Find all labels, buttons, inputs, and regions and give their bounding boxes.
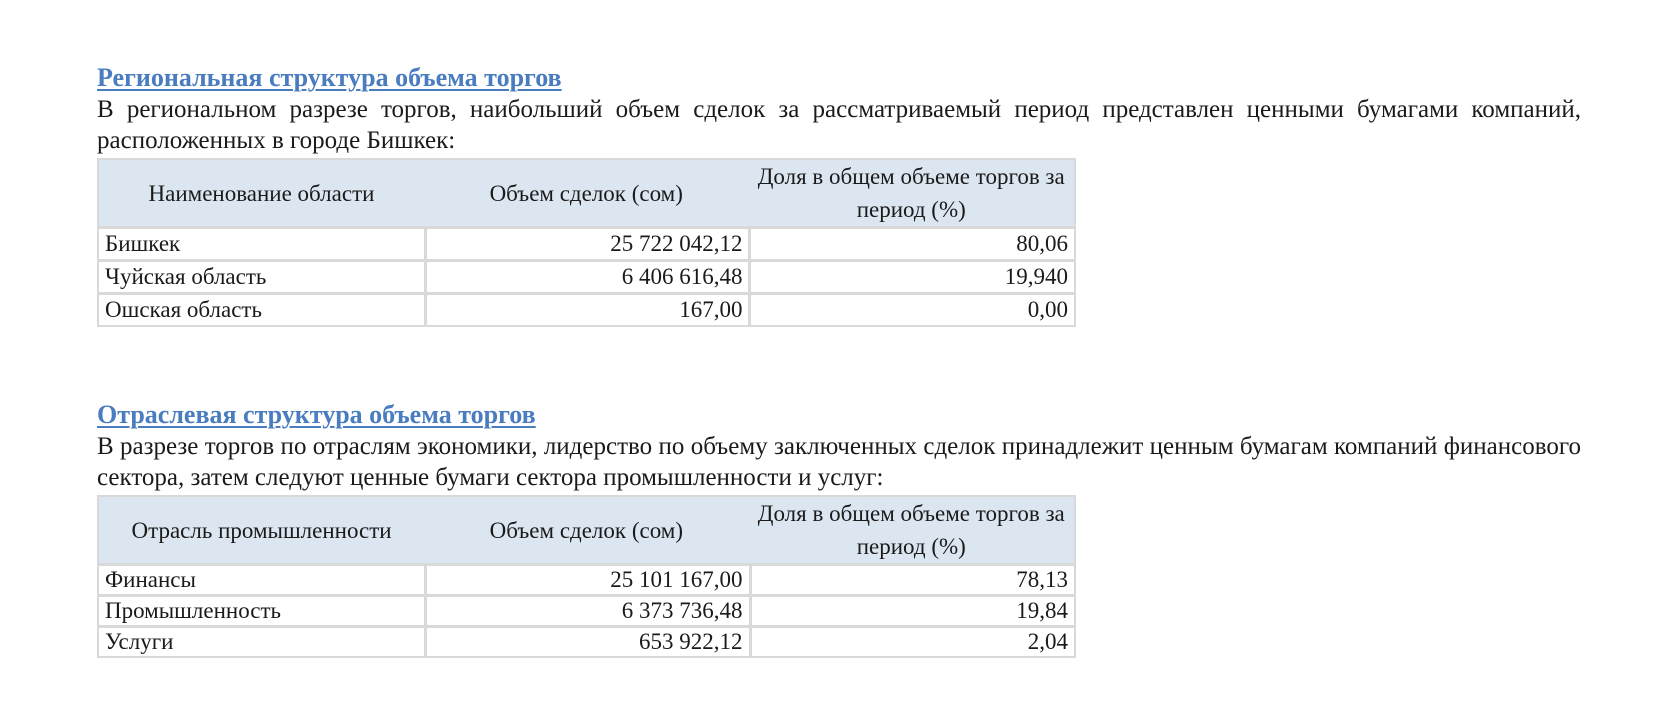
table-header-row: [99, 160, 1074, 226]
table-row: [99, 226, 1074, 259]
volume-value: 6 373 736,48: [424, 594, 748, 625]
table-row: [99, 563, 1074, 594]
column-header-volume: Объем сделок (сом): [424, 160, 749, 226]
sector-paragraph: В разрезе торгов по отраслям экономики, лидерство по объему заключенных сделок принадлежит ценным бумагам компаний финансового сектора, затем следуют ценные бумаги сектора промышленности и услуг:: [97, 433, 1581, 491]
column-header-industry: Отрасль промышленности: [99, 497, 424, 563]
volume-value: 25 722 042,12: [424, 226, 749, 259]
industry-name: Услуги: [99, 625, 424, 656]
share-value: 19,84: [749, 594, 1074, 625]
volume-value: 25 101 167,00: [424, 563, 748, 594]
column-header-share: Доля в общем объеме торгов за период (%): [748, 160, 1074, 226]
region-name: Бишкек: [99, 226, 424, 259]
table-row: [99, 259, 1074, 292]
share-value: 78,13: [749, 563, 1074, 594]
column-header-volume: Объем сделок (сом): [424, 497, 748, 563]
regional-paragraph: В региональном разрезе торгов, наибольший объем сделок за рассматриваемый период представлен ценными бумагами компаний, расположенных в городе Бишкек:: [97, 96, 1581, 154]
region-name: Ошская область: [99, 292, 424, 325]
share-value: 19,940: [748, 259, 1074, 292]
column-header-region: Наименование области: [99, 160, 424, 226]
table-row: [99, 292, 1074, 325]
share-value: 2,04: [749, 625, 1074, 656]
volume-value: 6 406 616,48: [424, 259, 749, 292]
share-value: 0,00: [748, 292, 1074, 325]
industry-name: Финансы: [99, 563, 424, 594]
table-header-row: [99, 497, 1074, 563]
sector-table: [97, 495, 1076, 658]
volume-value: 167,00: [424, 292, 749, 325]
volume-value: 653 922,12: [424, 625, 748, 656]
table-row: [99, 625, 1074, 656]
sector-heading[interactable]: Отраслевая структура объема торгов: [97, 400, 536, 429]
regional-table: [97, 158, 1076, 327]
regional-section: [97, 63, 1581, 327]
column-header-share: Доля в общем объеме торгов за период (%): [749, 497, 1074, 563]
sector-section: [97, 400, 1581, 658]
industry-name: Промышленность: [99, 594, 424, 625]
regional-heading[interactable]: Региональная структура объема торгов: [97, 63, 562, 92]
share-value: 80,06: [748, 226, 1074, 259]
region-name: Чуйская область: [99, 259, 424, 292]
table-row: [99, 594, 1074, 625]
